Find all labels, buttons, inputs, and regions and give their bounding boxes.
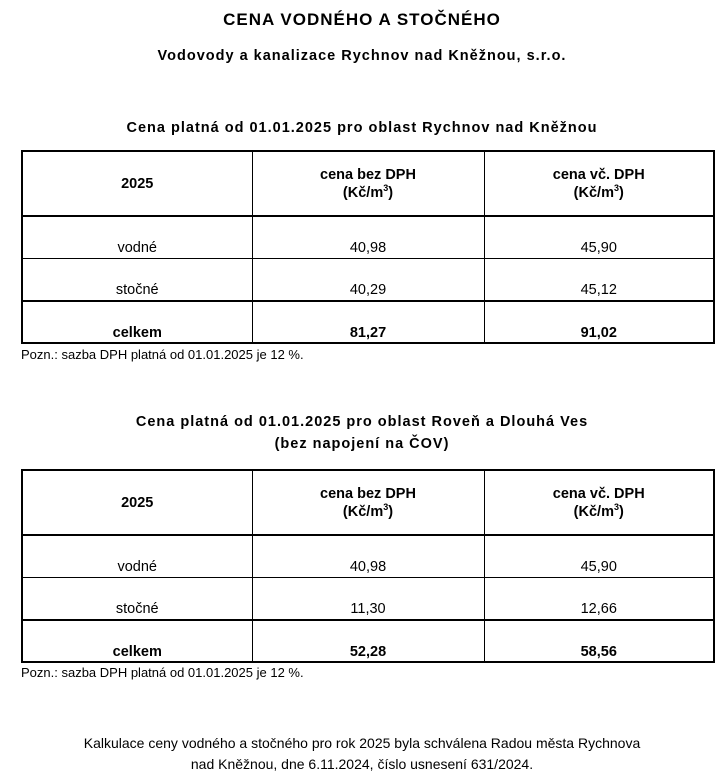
- unit-prefix: (Kč/m: [342, 184, 384, 201]
- section-1-title-line: Cena platná od 01.01.2025 pro oblast Rychnov nad Kněžnou: [126, 120, 598, 136]
- approval-footer: [0, 733, 724, 775]
- row-price-incl: 45,90: [484, 535, 714, 578]
- total-price-incl: 58,56: [484, 620, 714, 662]
- row-price-excl: 40,29: [252, 259, 484, 302]
- footer-line-2: nad Kněžnou, dne 6.11.2024, číslo usnesení 631/2024.: [190, 756, 534, 772]
- row-price-excl: 40,98: [252, 535, 484, 578]
- table-row: [22, 578, 714, 621]
- header-price-excl-vat: [252, 470, 484, 535]
- table-row: [22, 216, 714, 259]
- row-label: stočné: [22, 578, 252, 621]
- header-excl-unit: [253, 503, 484, 521]
- section-2-title-line: Cena platná od 01.01.2025 pro oblast Roveň a Dlouhá Ves: [135, 414, 589, 430]
- unit-exponent: 3: [383, 501, 389, 512]
- header-year: 2025: [22, 151, 252, 216]
- unit-suffix: ): [388, 184, 394, 201]
- unit-exponent: 3: [383, 182, 389, 193]
- table-total-row: [22, 301, 714, 343]
- row-price-incl: 45,90: [484, 216, 714, 259]
- table-row: [22, 535, 714, 578]
- total-label: celkem: [22, 620, 252, 662]
- section-2-title: [0, 411, 724, 455]
- row-price-excl: 11,30: [252, 578, 484, 621]
- header-year: 2025: [22, 470, 252, 535]
- header-excl-unit: [253, 184, 484, 202]
- vat-note-2: Pozn.: sazba DPH platná od 01.01.2025 je 12 %.: [21, 665, 304, 680]
- price-table-rychnov: [21, 150, 715, 344]
- row-label: vodné: [22, 216, 252, 259]
- total-price-excl: 52,28: [252, 620, 484, 662]
- header-incl-unit: [485, 184, 714, 202]
- header-price-incl-vat: [484, 151, 714, 216]
- table-total-row: [22, 620, 714, 662]
- unit-suffix: ): [388, 503, 394, 520]
- section-1-title: [0, 117, 724, 139]
- unit-exponent: 3: [613, 501, 619, 512]
- row-price-excl: 40,98: [252, 216, 484, 259]
- total-price-excl: 81,27: [252, 301, 484, 343]
- header-incl-unit: [485, 503, 714, 521]
- section-2-subtitle-line: (bez napojení na ČOV): [274, 436, 450, 452]
- vat-note-1: Pozn.: sazba DPH platná od 01.01.2025 je 12 %.: [21, 347, 304, 362]
- unit-suffix: ): [618, 184, 624, 201]
- header-price-incl-vat: [484, 470, 714, 535]
- header-incl-label: cena vč. DPH: [552, 485, 645, 502]
- unit-prefix: (Kč/m: [342, 503, 384, 520]
- unit-prefix: (Kč/m: [573, 503, 614, 520]
- row-price-incl: 12,66: [484, 578, 714, 621]
- unit-exponent: 3: [613, 182, 619, 193]
- header-price-excl-vat: [252, 151, 484, 216]
- table-row: [22, 259, 714, 302]
- header-incl-label: cena vč. DPH: [552, 166, 645, 183]
- unit-prefix: (Kč/m: [573, 184, 614, 201]
- header-excl-label: cena bez DPH: [320, 485, 416, 502]
- total-price-incl: 91,02: [484, 301, 714, 343]
- footer-line-1: Kalkulace ceny vodného a stočného pro rok 2025 byla schválena Radou města Rychnova: [83, 735, 641, 751]
- total-label: celkem: [22, 301, 252, 343]
- company-name: Vodovody a kanalizace Rychnov nad Kněžnou, s.r.o.: [157, 48, 567, 64]
- header-excl-label: cena bez DPH: [320, 166, 416, 183]
- page-title: CENA VODNÉHO A STOČNÉHO: [223, 10, 501, 29]
- row-price-incl: 45,12: [484, 259, 714, 302]
- table-header-row: [22, 151, 714, 216]
- unit-suffix: ): [618, 503, 624, 520]
- price-table-roven-dlouha-ves: [21, 469, 715, 663]
- table-header-row: [22, 470, 714, 535]
- row-label: stočné: [22, 259, 252, 302]
- row-label: vodné: [22, 535, 252, 578]
